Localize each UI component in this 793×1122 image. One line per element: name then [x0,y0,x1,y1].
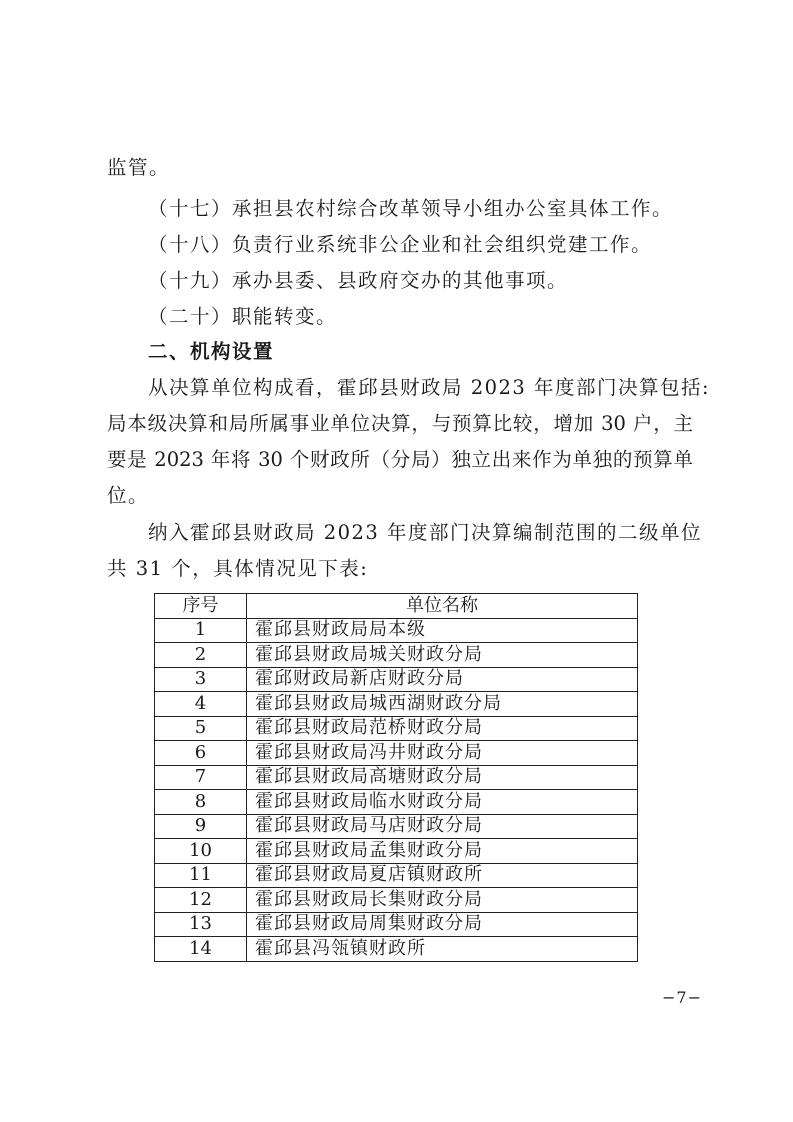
page-number: −7− [662,988,702,1007]
paragraph-units-line-3: 要是 2023 年将 30 个财政所（分局）独立出来作为单独的预算单 [107,448,693,471]
cell-unit-name: 霍邱县财政局局本级 [247,618,638,643]
table-row [155,839,638,864]
cell-seq: 4 [155,692,247,717]
units-table [154,593,638,962]
cell-seq: 8 [155,790,247,815]
cell-seq: 6 [155,741,247,766]
table-row [155,692,638,717]
cell-unit-name: 霍邱县财政局城西湖财政分局 [247,692,638,717]
item-20: （二十）职能转变。 [148,305,338,328]
table-row [155,937,638,962]
cell-seq: 1 [155,618,247,643]
cell-seq: 7 [155,765,247,790]
item-17: （十七）承担县农村综合改革领导小组办公室具体工作。 [148,197,674,220]
cell-seq: 11 [155,863,247,888]
paragraph-continuation: 监管。 [107,156,171,179]
cell-seq: 2 [155,643,247,668]
table-row [155,716,638,741]
cell-unit-name: 霍邱县财政局冯井财政分局 [247,741,638,766]
table-header-row [155,594,638,619]
table-row [155,618,638,643]
item-18: （十八）负责行业系统非公企业和社会组织党建工作。 [148,233,653,256]
table-row [155,667,638,692]
cell-unit-name: 霍邱财政局新店财政分局 [247,667,638,692]
cell-unit-name: 霍邱县财政局范桥财政分局 [247,716,638,741]
cell-unit-name: 霍邱县财政局临水财政分局 [247,790,638,815]
table-row [155,765,638,790]
paragraph-scope-line-2: 共 31 个，具体情况见下表: [107,557,369,580]
table-row [155,888,638,913]
cell-unit-name: 霍邱县财政局长集财政分局 [247,888,638,913]
cell-seq: 10 [155,839,247,864]
table-row [155,912,638,937]
cell-unit-name: 霍邱县财政局高塘财政分局 [247,765,638,790]
cell-unit-name: 霍邱县财政局夏店镇财政所 [247,863,638,888]
cell-seq: 9 [155,814,247,839]
table-row [155,741,638,766]
paragraph-units-line-1: 从决算单位构成看，霍邱县财政局 2023 年度部门决算包括: [148,376,711,399]
cell-seq: 14 [155,937,247,962]
cell-unit-name: 霍邱县财政局孟集财政分局 [247,839,638,864]
paragraph-units-line-2: 局本级决算和局所属事业单位决算，与预算比较，增加 30 户，主 [107,412,693,435]
cell-seq: 5 [155,716,247,741]
table-row [155,814,638,839]
header-unit-name: 单位名称 [247,594,638,619]
item-19: （十九）承办县委、县政府交办的其他事项。 [148,269,569,292]
cell-seq: 12 [155,888,247,913]
paragraph-units-line-4: 位。 [107,484,150,507]
paragraph-scope-line-1: 纳入霍邱县财政局 2023 年度部门决算编制范围的二级单位 [148,521,703,544]
table-row [155,863,638,888]
cell-unit-name: 霍邱县财政局周集财政分局 [247,912,638,937]
table-row [155,643,638,668]
table-row [155,790,638,815]
cell-seq: 13 [155,912,247,937]
cell-unit-name: 霍邱县财政局马店财政分局 [247,814,638,839]
cell-seq: 3 [155,667,247,692]
cell-unit-name: 霍邱县财政局城关财政分局 [247,643,638,668]
header-seq: 序号 [155,594,247,619]
cell-unit-name: 霍邱县冯瓴镇财政所 [247,937,638,962]
section-heading: 二、机构设置 [148,340,275,363]
